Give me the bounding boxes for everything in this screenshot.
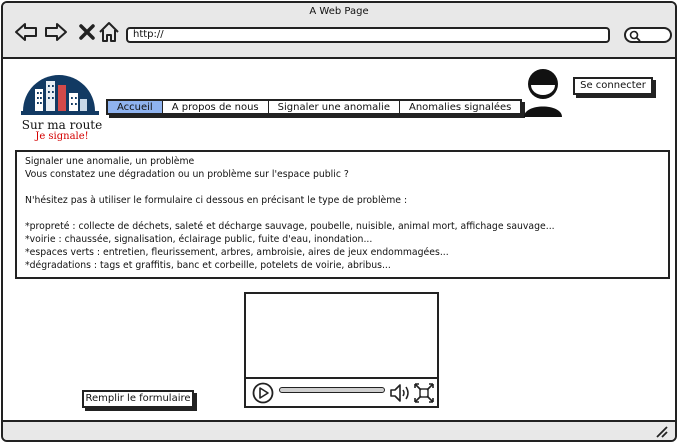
- fullscreen-icon[interactable]: [414, 382, 434, 404]
- content-line: *dégradations : tags et graffitis, banc et corbeille, potelets de voirie, abribus...: [25, 260, 391, 271]
- content-text-area: [15, 150, 670, 279]
- logo-title: Sur ma route: [21, 118, 103, 132]
- tab-accueil[interactable]: Accueil: [108, 101, 163, 113]
- fill-form-button[interactable]: Remplir le formulaire: [82, 390, 194, 408]
- content-line: Vous constatez une dégradation ou un problème sur l'espace public ?: [25, 169, 349, 180]
- tab-signaler-anomalie[interactable]: Signaler une anomalie: [269, 101, 400, 113]
- volume-icon[interactable]: [389, 382, 411, 404]
- browser-chrome: [3, 3, 675, 59]
- video-player[interactable]: [244, 292, 439, 408]
- video-controls: [246, 377, 437, 406]
- logo-tagline: Je signale!: [35, 131, 89, 142]
- content-line: *espaces verts : entretien, fleurissement, arbres, ambroisie, aires de jeux endommagées...: [25, 247, 449, 258]
- resize-grip-icon[interactable]: [655, 426, 669, 438]
- main-nav-tabs: [106, 99, 522, 115]
- play-icon[interactable]: [252, 382, 274, 404]
- video-seek-bar[interactable]: [279, 387, 385, 393]
- content-line: *voirie : chaussée, signalisation, éclairage public, fuite d'eau, inondation...: [25, 234, 373, 245]
- user-avatar-icon[interactable]: [522, 67, 564, 117]
- window-title: A Web Page: [309, 6, 369, 17]
- tab-anomalies-signalees[interactable]: Anomalies signalées: [408, 102, 512, 113]
- back-arrow-icon[interactable]: [14, 20, 38, 44]
- search-box[interactable]: [624, 27, 672, 43]
- stop-icon[interactable]: [75, 20, 99, 44]
- home-icon[interactable]: [97, 20, 121, 44]
- forward-arrow-icon[interactable]: [44, 20, 68, 44]
- content-line: Signaler une anomalie, un problème: [25, 156, 195, 167]
- status-bar: [3, 420, 675, 440]
- address-bar[interactable]: http://: [126, 27, 610, 43]
- content-line: N'hésitez pas à utiliser le formulaire ci dessous en précisant le type de problème :: [25, 195, 408, 206]
- login-button[interactable]: Se connecter: [573, 77, 653, 95]
- search-icon: [629, 30, 641, 42]
- tab-a-propos[interactable]: A propos de nous: [163, 101, 269, 113]
- content-line: *propreté : collecte de déchets, saleté et décharge sauvage, poubelle, nuisible, animal mort, affichage sauvage...: [25, 221, 555, 232]
- browser-window: [1, 1, 677, 442]
